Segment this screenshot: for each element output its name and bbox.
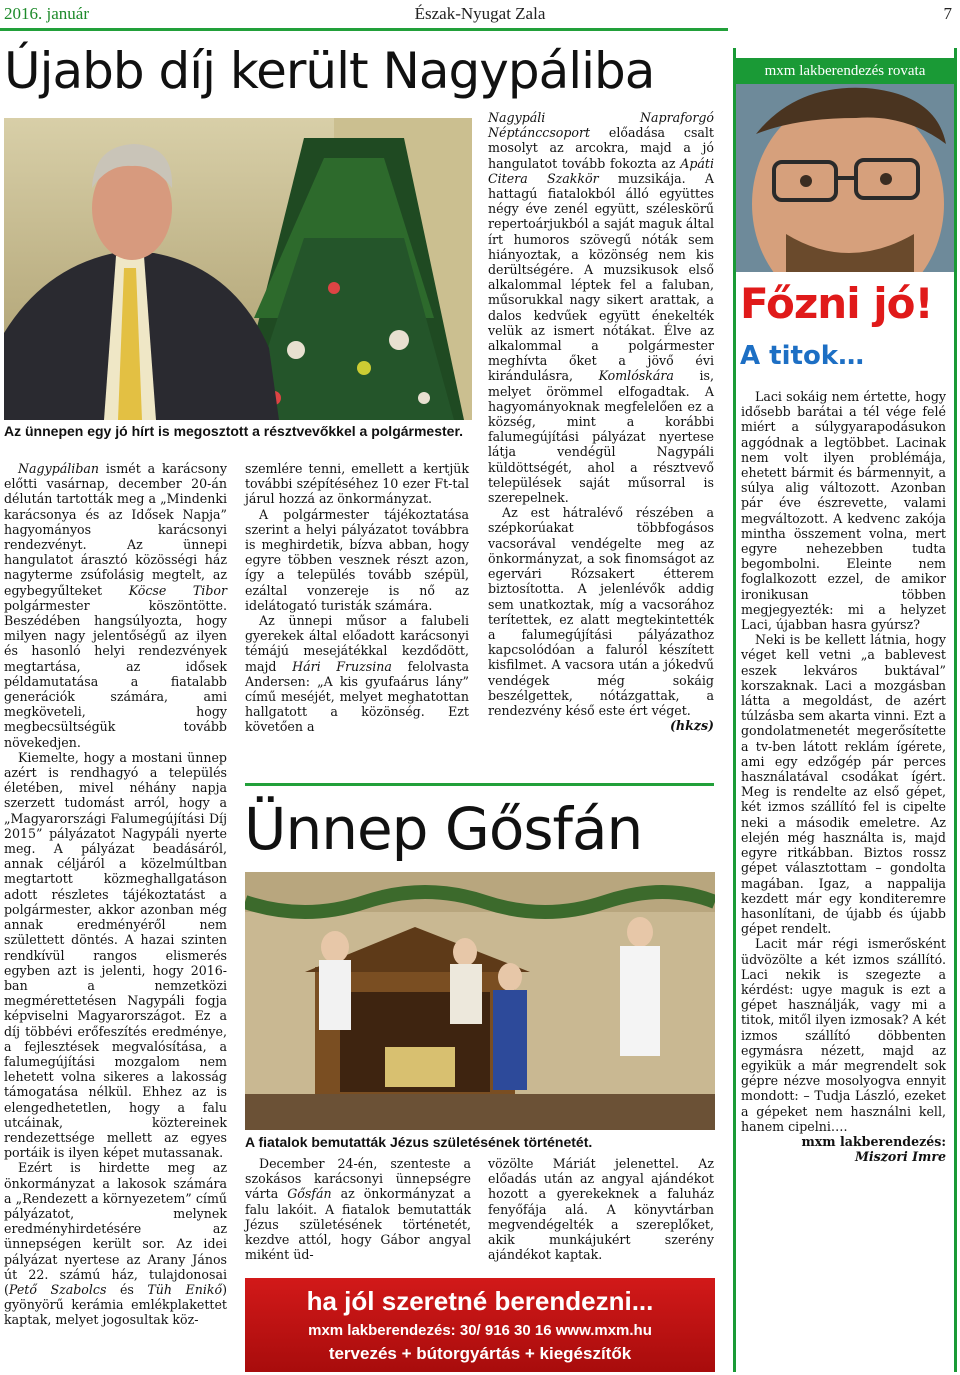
article1-column-3 [488, 110, 714, 733]
nativity-play-photo [245, 872, 715, 1130]
mxm-ad-banner[interactable] [245, 1278, 715, 1372]
article1-c2-p2: A polgármester tájékoztatása szerint a helyi pályázatot továbbra is meghirdetik, bízva abban, hogy egyre többen vesznek részt azon, így a település tovább szépül, ezáltal vonzereje is nő az idelátogató turisták számára. [245, 506, 469, 613]
sidebar-p2: Neki is be kellett látnia, hogy véget kell vetni „a bablevest eszek lekváros buktával” korszaknak. Laci a mozgásban látta a megoldást, de azért túlzásba sem akarta vinni. Ezt a gondolatmenetét megerősítette a tv-ben látott reklám ígérete, ami egy edzőgép pár perces használatával csodákat ígért. Meg is rendelte az első gépet, két izmos szállító fel is cipelte neki a második emeletre. Az elején még használta is, majd egyre ritkábban. Biztos rossz gépet választottam – gondolta magában. Igaz, a nappalija kezdett már egy konditeremre hasonlítani, de újabb és újabb gépet rendelt. [741, 632, 946, 937]
mayor-christmas-photo [4, 118, 472, 420]
columnist-portrait [736, 84, 954, 272]
header-rule [0, 28, 728, 31]
article1-c1-p2: Kiemelte, hogy a mostani ünnep azért is rendhagyó a település életében, mivel néhány napja szerzett tudomást arról, hogy a „Magyarországi Falumegújítási Díj 2015” pályázatot Nagypáli nyerte meg. A pályázat beadásáról, annak céljáról a közelmúltban megtartott közmeghallgatáson adott részletes tájékoztatást a polgármester, akkor azonban még annak eredményéről nem születtett döntés. A hazai szinten rendkívül rangos elismerés egyben azt is jelenti, hogy 2016-ban a nemzetközi megmérettetésen Nagypáli fogja képviselni Magyarországot. Ez a díj többévi erőfeszítés eredménye, a fejlesztések megvalósítása, a falumegújítási mozgalom nem lehetett volna sikeres a lakosság támogatása nélkül. Ehhez az is elengedhetetlen, hogy a falu utcáinak, köztereinek rendezettsége mellett az egyes portáik is ilyen képet mutassanak. [4, 749, 227, 1161]
sidebar-sign-company: mxm lakberendezés: [801, 1133, 946, 1149]
article2-c2-p1: vözölte Máriát jelenettel. Az előadás után az angyal ajándékot hozott a gyerekeknek a faluház fenyőfája alá. A könyvtárban megvendégelték a szereplőket, akik munkájukért szerény ajándékot kaptak. [488, 1156, 714, 1263]
article1-c1-p1: Nagypáliban ismét a karácsony előtti vasárnap, december 20-án délután tartották meg a „Mindenki karácsonya és az Idősek Napja” hagyományos karácsonyi rendezvényt. Az ünnepi hangulatot árasztó közösségi ház nagyterme zsúfolásig megtelt, az egybegyűlteket Köcse Tibor polgármester köszöntötte. Beszédében hangsúlyozta, hogy milyen nagy jelentőségű az ilyen és hasonló helyi rendezvények megtartása, az idősek példamutatása a fiatalabb generációk számára, ami megköveteli, hogy megbecsültségük tovább növekedjen. [4, 461, 227, 750]
ad-contact[interactable]: mxm lakberendezés: 30/ 916 30 16 www.mxm.hu [308, 1322, 652, 1339]
sidebar-p1: Laci sokáig nem értette, hogy idősebb barátai a tél vége felé miért a súlygyarapodásukon aggódnak a legtöbbet. Lacinak nem volt ilyen problémája, ehetett bármit és bármennyit, a súlya alig változott. Azonban pár éve észrevette, valami megváltozott. A kedvenc zakója mintha összement volna, mert egyre nehezebben tudta begombolni. Eleinte nem foglalkozott ezzel, de amikor ironikusan többen megjegyezték: mi a helyzet Laci, újabban hasra gyúrsz? [741, 389, 946, 633]
ad-services: tervezés + bútorgyártás + kiegészítők [328, 1344, 632, 1363]
sidebar-title: Főzni jó! [740, 279, 933, 328]
article2-headline: Ünnep Gősfán [244, 795, 643, 863]
article-divider [245, 783, 714, 786]
nativity-photo-illustration [245, 872, 715, 1130]
mayor-photo-illustration [4, 118, 472, 420]
sidebar-p3: Lacit már régi ismerősként üdvözölte a két izmos szállító. Laci nekik is szegezte a kérdést: ugye maguk is ezt a gépet használják, vagy mi a titok, mitől ilyen izmosak? A két izmos szállító döbbenten egymásra nézett, majd az egyikük a már megrendelt sok gépre nézve mosolyogva ennyit mondott: – Tudja László, ezeket a gépeket nem használni kell, hanem cipelni…. [741, 936, 946, 1134]
article1-c2-p3: Az ünnepi műsor a falubeli gyerekek által előadott karácsonyi témájú mesejátékkal kezdődött, majd Hári Fruzsina felolvasta Andersen: „A kis gyufaárus lány” című meséjét, melyet meghatottan hallgatott a közönség. Ezt követően a [245, 613, 469, 735]
article2-c1-p1: December 24-én, szenteste a szokásos karácsonyi ünnepségre várta Gősfán az önkormányzat a falu lakóit. A fiatalok bemutatták Jézus születésének történetét, kezdve attól, hogy Gábor angyal miként üd- [245, 1156, 472, 1263]
sidebar-text [741, 389, 946, 1164]
ad-headline: ha jól szeretné berendezni... [306, 1286, 654, 1316]
issue-date: 2016. január [4, 4, 89, 23]
sidebar-subtitle: A titok… [740, 341, 865, 371]
article1-headline: Újabb díj került Nagypáliba [4, 42, 655, 100]
page-number: 7 [943, 4, 952, 23]
article1-photo-caption: Az ünnepen egy jó hírt is megosztott a résztvevőkkel a polgármester. [4, 423, 464, 439]
sidebar-banner: mxm lakberendezés rovata [733, 58, 957, 84]
newspaper-name: Észak-Nyugat Zala [414, 4, 546, 23]
article1-signature: (hkzs) [669, 718, 714, 734]
page-header [0, 0, 960, 30]
article2-photo-caption: A fiatalok bemutatták Jézus születésének történetét. [245, 1134, 593, 1150]
article2-column-2 [488, 1156, 714, 1262]
article1-c3-p2: Az est hátralévő részében a szépkorúakat többfogásos vacsorával vendégelte meg az önkormányzat, a sok finomságot az egervári Rózsakert étterem biztosította. A jelenlévők addig sem unatkoztak, míg a vacsorához terítettek, ez alatt megtekintették a falumegújítási pályázathoz kapcsolódóan a faluról készített kisfilmet. A vacsora után a jókedvű vendégek még sokáig beszélgettek, nótázgattak, a rendezvény késő este ért véget. [488, 505, 714, 718]
article1-c3-p1: Nagypáli Napraforgó Néptánccsoport előadása csalt mosolyt az arcokra, majd a jó hangulatot tovább fokozta az Apáti Citera Szakkör muzsikája. A hattagú fiatalokból álló együttes négy éve zenél együtt, széleskörű repertoárjukból a saját maguk által írt humoros szövegű nóták sem hiányoztak, a közönség nem kis derültségére. A muzsikusok első alkalommal léptek fel a faluban, műsorukkal nagy sikert arattak, a dalos kedvűek együtt énekelték velük az ismert nótákat. Élve az alkalommal a polgármester meghívta őket a jövő évi kirándulásra, Komlóskára is, melyet örömmel elfogadtak. A hagyományoknak megfelelően ez a község, mint a korábbi falumegújítási pályázat nyertese látja vendégül Nagypáli küldöttségét, ahol a résztvevő települések saját műsorral is szerepelnek. [488, 110, 714, 506]
columnist-portrait-illustration [736, 84, 954, 272]
article1-column-1 [4, 461, 227, 1328]
article1-column-2 [245, 461, 469, 735]
sidebar-sign-author: Miszori Imre [854, 1149, 946, 1165]
article1-c1-p3: Ezért is hirdette meg az önkormányzat a lakosok számára a „Rendezett a környezetem” című pályázatot, melynek eredményhirdetésére az ünnepségen került sor. Az idei pályázat nyertese az Arany János út 22. számú ház, tulajdonosai (Pető Szabolcs és Tüh Enikő) gyönyörű kerámia emlékplakettet kaptak, melyet jogosultak köz- [4, 1160, 228, 1328]
article2-column-1 [245, 1156, 471, 1262]
article1-c2-p1: szemlére tenni, emellett a kertjük további szépítéséhez 10 ezer Ft-tal járul hozzá az önkormányzat. [245, 461, 469, 507]
